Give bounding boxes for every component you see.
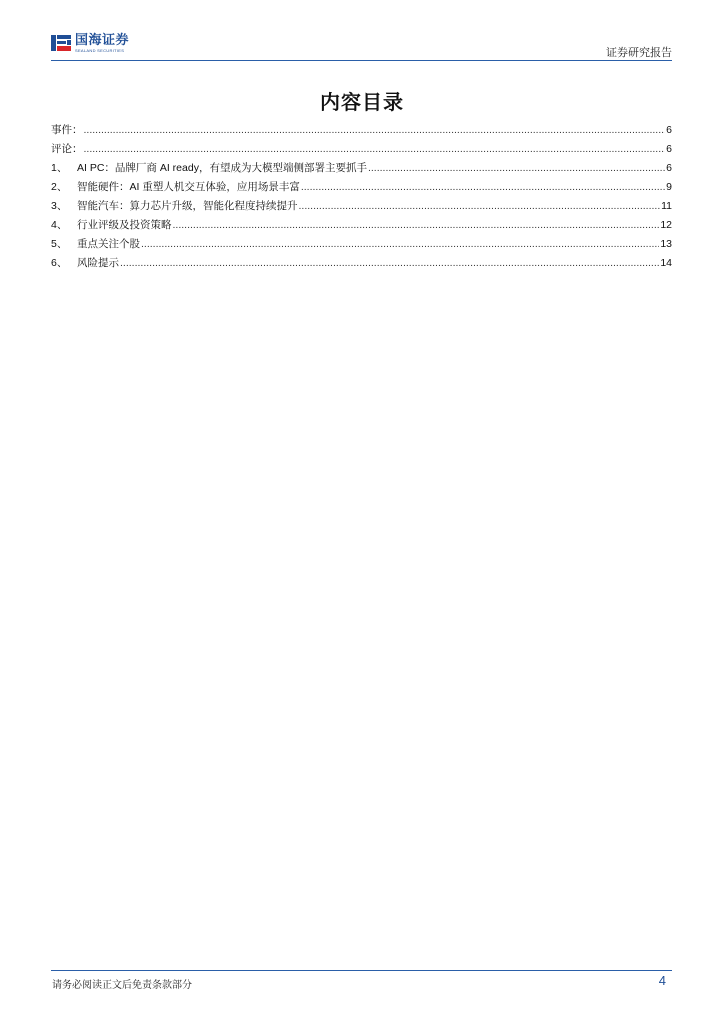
header-divider xyxy=(51,60,672,61)
toc-entry-label: 智能汽车：算力芯片升级，智能化程度持续提升 xyxy=(77,200,298,212)
toc-entry-label: 评论： xyxy=(51,143,83,155)
toc-entry-label: 事件： xyxy=(51,124,83,136)
toc-entry[interactable] xyxy=(51,197,672,216)
toc-entry-label: 行业评级及投资策略 xyxy=(77,219,172,231)
company-logo xyxy=(51,32,129,54)
toc-entry[interactable] xyxy=(51,235,672,254)
toc-entry[interactable] xyxy=(51,159,672,178)
logo-mark-icon xyxy=(51,33,71,53)
footer-divider xyxy=(51,970,672,971)
toc-entry[interactable] xyxy=(51,254,672,273)
toc-leader-dots xyxy=(299,197,661,216)
toc-entry[interactable] xyxy=(51,178,672,197)
toc-entry[interactable] xyxy=(51,216,672,235)
toc-title: 内容目录 xyxy=(320,90,404,114)
toc-entry-label: 风险提示 xyxy=(77,257,119,269)
report-type: 证券研究报告 xyxy=(606,46,672,59)
toc-entry-number: 2、 xyxy=(51,181,68,193)
toc-leader-dots xyxy=(173,216,660,235)
toc-leader-dots xyxy=(301,178,665,197)
logo-subtitle: SEALAND SECURITIES xyxy=(75,47,125,53)
toc-entry[interactable] xyxy=(51,121,672,140)
footer-disclaimer: 请务必阅读正文后免责条款部分 xyxy=(52,980,192,991)
toc-leader-dots xyxy=(84,121,666,140)
toc-entry[interactable] xyxy=(51,140,672,159)
toc-entry-page: 14 xyxy=(660,257,672,269)
toc-entry-label: AI PC：品牌厂商 AI ready，有望成为大模型端侧部署主要抓手 xyxy=(77,162,367,174)
toc-leader-dots xyxy=(84,140,666,159)
toc-entry-label: 重点关注个股 xyxy=(77,238,140,250)
logo-name: 国海证券 xyxy=(75,32,130,48)
toc-entry-page: 6 xyxy=(666,162,672,174)
table-of-contents xyxy=(51,121,672,273)
toc-entry-number: 3、 xyxy=(51,200,68,212)
toc-entry-page: 13 xyxy=(660,238,672,250)
toc-entry-number: 1、 xyxy=(51,162,68,174)
toc-entry-page: 9 xyxy=(666,181,672,193)
page-number: 4 xyxy=(658,973,666,988)
toc-entry-page: 6 xyxy=(666,143,672,155)
toc-leader-dots xyxy=(120,254,659,273)
toc-leader-dots xyxy=(141,235,659,254)
toc-entry-label: 智能硬件：AI 重塑人机交互体验，应用场景丰富 xyxy=(77,181,300,193)
toc-entry-page: 11 xyxy=(661,200,672,212)
toc-entry-page: 12 xyxy=(660,219,672,231)
toc-entry-number: 6、 xyxy=(51,257,68,269)
toc-entry-number: 4、 xyxy=(51,219,68,231)
toc-entry-number: 5、 xyxy=(51,238,68,250)
toc-leader-dots xyxy=(368,159,665,178)
toc-entry-page: 6 xyxy=(666,124,672,136)
page-header xyxy=(51,30,672,60)
